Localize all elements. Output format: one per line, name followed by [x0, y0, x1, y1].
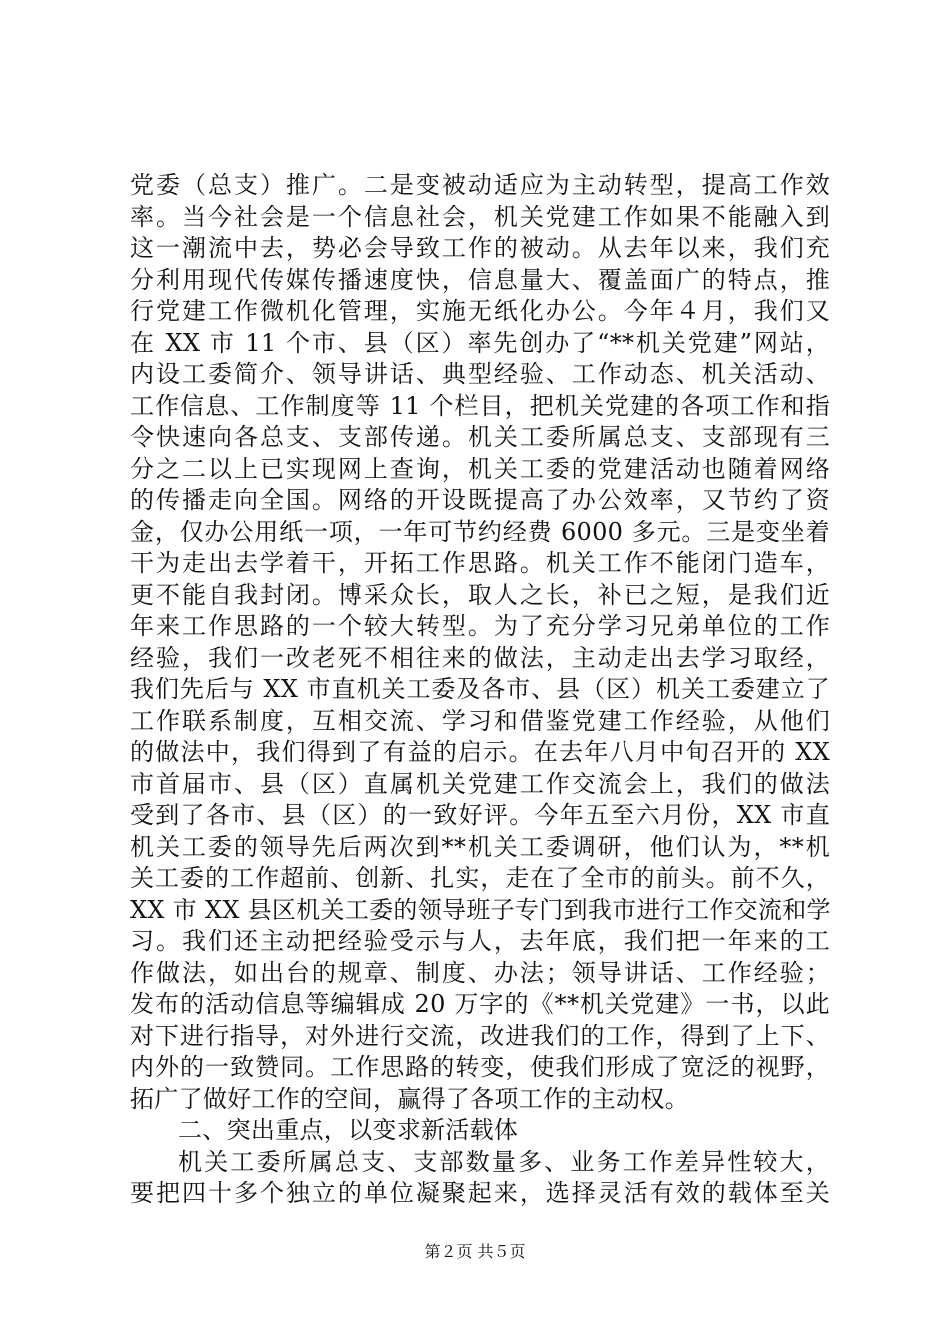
text-line: 受到了各市、县（区）的一致好评。今年五至六月份，XX 市直: [130, 801, 830, 829]
text-line: 干为走出去学着干，开拓工作思路。机关工作不能闭门造车，: [130, 549, 830, 577]
text-line: 分利用现代传媒传播速度快，信息量大、覆盖面广的特点，推: [130, 265, 830, 294]
section-heading: 二、突出重点，以变求新活载体: [178, 1116, 519, 1144]
text-line: 对下进行指导，对外进行交流，改进我们的工作，得到了上下、: [130, 1021, 830, 1050]
text-line: 市首届市、县（区）直属机关党建工作交流会上，我们的做法: [130, 769, 830, 798]
text-line: 的传播走向全国。网络的开设既提高了办公效率，又节约了资: [130, 486, 830, 514]
text-line: 率。当今社会是一个信息社会，机关党建工作如果不能融入到: [130, 202, 830, 231]
text-line: 内外的一致赞同。工作思路的转变，使我们形成了宽泛的视野，: [130, 1053, 830, 1081]
text-line: 工作联系制度，互相交流、学习和借鉴党建工作经验，从他们: [130, 706, 830, 735]
text-line: 党委（总支）推广。二是变被动适应为主动转型，提高工作效: [130, 171, 830, 199]
text-line: 拓广了做好工作的空间，赢得了各项工作的主动权。: [130, 1084, 689, 1113]
text-line: 工作信息、工作制度等 11 个栏目，把机关党建的各项工作和指: [130, 391, 830, 420]
text-line: 的做法中，我们得到了有益的启示。在去年八月中旬召开的 XX: [130, 738, 830, 766]
text-line: 内设工委简介、领导讲话、典型经验、工作动态、机关活动、: [130, 360, 830, 388]
text-line: 关工委的工作超前、创新、扎实，走在了全市的前头。前不久，: [130, 864, 830, 892]
text-line: 作做法，如出台的规章、制度、办法；领导讲话、工作经验；: [130, 958, 830, 987]
text-line: 机关工委的领导先后两次到**机关工委调研，他们认为，**机: [130, 832, 830, 861]
text-line: 要把四十多个独立的单位凝聚起来，选择灵活有效的载体至关: [130, 1179, 830, 1207]
text-line: 年来工作思路的一个较大转型。为了充分学习兄弟单位的工作: [130, 612, 830, 640]
text-line: 令快速向各总支、支部传递。机关工委所属总支、支部现有三: [130, 423, 830, 451]
text-line: 习。我们还主动把经验受示与人，去年底，我们把一年来的工: [130, 927, 830, 955]
text-line: XX 市 XX 县区机关工委的领导班子专门到我市进行工作交流和学: [130, 895, 831, 924]
text-line: 这一潮流中去，势必会导致工作的被动。从去年以来，我们充: [130, 234, 830, 262]
text-line: 经验，我们一改老死不相往来的做法，主动走出去学习取经，: [130, 643, 830, 672]
text-line: 金，仅办公用纸一项，一年可节约经费 6000 多元。三是变坐着: [130, 517, 830, 546]
text-line: 在 XX 市 11 个市、县（区）率先创办了“**机关党建”网站，: [130, 328, 830, 357]
text-line: 更不能自我封闭。博采众长，取人之长，补已之短，是我们近: [130, 580, 830, 609]
text-line: 分之二以上已实现网上查询，机关工委的党建活动也随着网络: [130, 454, 830, 483]
body-text: [130, 170, 830, 1210]
text-line: 发布的活动信息等编辑成 20 万字的《**机关党建》一书，以此: [130, 990, 830, 1018]
page-number-footer: 第２页 共５页: [424, 1242, 526, 1261]
text-line: 机关工委所属总支、支部数量多、业务工作差异性较大，: [178, 1147, 830, 1176]
text-line: 我们先后与 XX 市直机关工委及各市、县（区）机关工委建立了: [130, 675, 830, 703]
text-line: 行党建工作微机化管理，实施无纸化办公。今年４月，我们又: [130, 297, 830, 325]
